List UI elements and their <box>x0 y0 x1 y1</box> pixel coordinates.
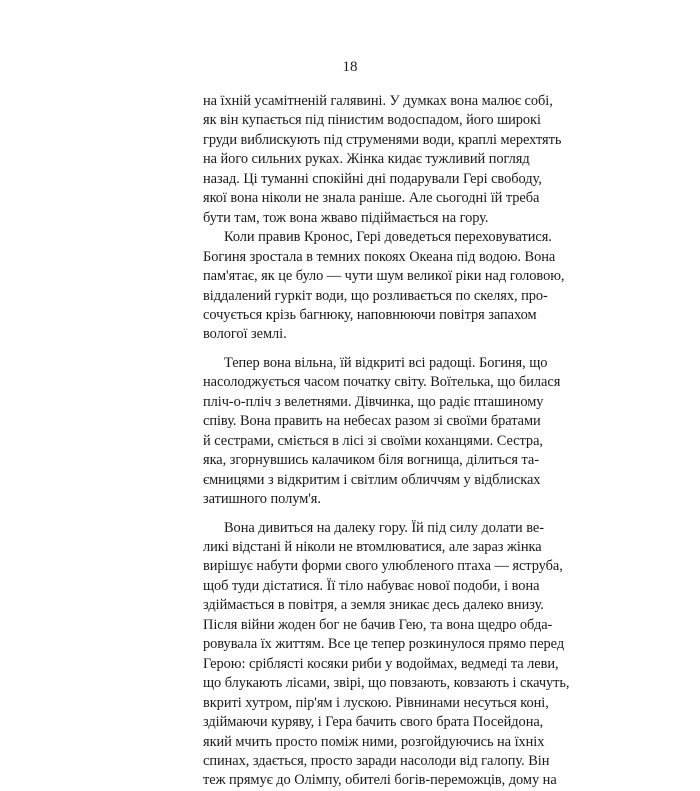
text-line: пліч-о-пліч з велетнями. Дівчинка, що радіє пташиному <box>203 393 544 410</box>
text-line: спинах, здається, просто заради насолоди від галопу. Він <box>203 752 550 769</box>
paragraph-4 <box>203 519 570 791</box>
text-line: бути там, тож вона жваво підіймається на гору. <box>203 209 489 226</box>
text-line: й сестрами, сміється в лісі зі своїми коханцями. Сестра, <box>203 432 543 449</box>
paragraph-2 <box>203 228 565 345</box>
text-line: Коли правив Кронос, Гері доведеться переховуватися. <box>224 229 552 246</box>
text-line: як він купається під пінистим водоспадом, його широкі <box>203 112 541 129</box>
text-line: здіймаючи куряву, і Гера бачить свого брата Посейдона, <box>203 714 544 731</box>
text-line: теж прямує до Олімпу, обителі богів-переможців, дому на <box>203 772 557 789</box>
text-line: якої вона ніколи не знала раніше. Але сьогодні їй треба <box>203 190 540 207</box>
text-line: здіймається в повітря, а земля зникає десь далеко внизу. <box>203 597 544 614</box>
text-line: ликі відстані й ніколи не втомлюватися, але зараз жінка <box>203 538 542 555</box>
text-line: який мчить просто поміж ними, розгойдуючись на їхніх <box>203 733 545 750</box>
text-line: ровувала їх життям. Все це тепер розкинулося прямо перед <box>203 636 565 653</box>
body-text <box>203 92 570 791</box>
text-line: Тепер вона вільна, їй відкриті всі радощі. Богиня, що <box>224 354 548 371</box>
text-line: яка, згорнувшись калачиком біля вогнища, ділиться та- <box>203 452 539 469</box>
text-line: сочується крізь багнюку, наповнюючи повітря запахом <box>203 306 537 323</box>
text-line: Богиня зростала в темних покоях Океана під водою. Вона <box>203 248 556 265</box>
page-number: 18 <box>342 59 358 75</box>
text-line: вологої землі. <box>203 326 287 343</box>
text-line: пам'ятає, як це було — чути шум великої ріки над головою, <box>203 268 565 285</box>
text-line: на їхній усамітненій галявині. У думках вона малює собі, <box>203 93 553 109</box>
text-line: віддалений гуркіт води, що розливається по скелях, про- <box>203 287 548 304</box>
text-line: назад. Ці туманні спокійні дні подарували Гері свободу, <box>203 170 542 187</box>
text-line: затишного полум'я. <box>203 491 321 508</box>
text-line: ємницями з відкритим і світлим обличчям у відблисках <box>203 471 541 488</box>
text-line: на його сильних руках. Жінка кидає тужливий погляд <box>203 151 530 168</box>
paragraph-3 <box>203 354 561 510</box>
text-line: вирішує набути форми свого улюбленого птаха — яструба, <box>203 558 563 575</box>
text-line: Вона дивиться на далеку гору. Їй під силу долати ве- <box>224 519 544 536</box>
text-line: вкриті хутром, пір'ям і лускою. Рівнинами несуться коні, <box>203 694 549 711</box>
text-line: співу. Вона править на небесах разом зі своїми братами <box>203 413 541 430</box>
text-line: що блукають лісами, звірі, що повзають, ковзають і скачуть, <box>203 675 570 692</box>
text-line: Після війни жоден бог не бачив Гею, та вона щедро обда- <box>203 616 553 633</box>
text-line: щоб туди дістатися. Її тіло набуває нової подоби, і вона <box>203 577 540 594</box>
text-line: насолоджується часом початку світу. Воїтелька, що билася <box>203 374 561 391</box>
text-line: груди виблискують під струменями води, краплі мерехтять <box>203 131 562 148</box>
text-line: Герою: сріблясті косяки риби у водоймах, ведмеді та леви, <box>203 655 559 672</box>
paragraph-1 <box>203 92 562 228</box>
